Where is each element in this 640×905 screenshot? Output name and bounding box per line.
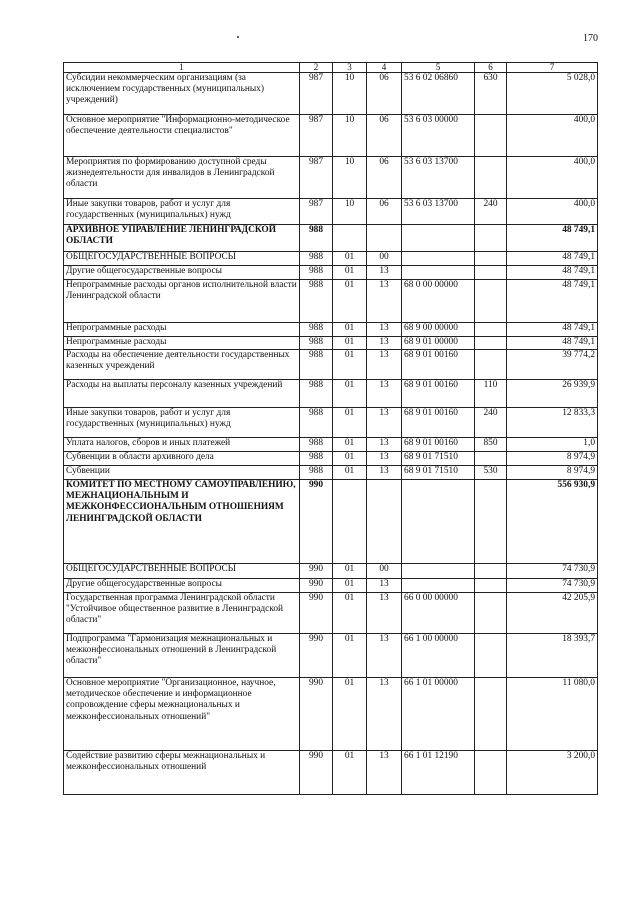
ministry-code-cell: 990 bbox=[300, 564, 333, 579]
section-code-cell: 01 bbox=[333, 579, 367, 593]
expense-name-cell: АРХИВНОЕ УПРАВЛЕНИЕ ЛЕНИНГРАДСКОЙ ОБЛАСТИ bbox=[64, 225, 300, 252]
target-article-code-cell: 53 6 03 13700 bbox=[402, 199, 475, 225]
expense-name-cell: Уплата налогов, сборов и иных платежей bbox=[64, 438, 300, 452]
ministry-code-cell: 988 bbox=[300, 266, 333, 280]
target-article-code-cell: 66 1 00 00000 bbox=[402, 634, 475, 678]
table-row bbox=[64, 634, 598, 678]
target-article-code-cell: 68 0 00 00000 bbox=[402, 280, 475, 323]
subsection-code-cell: 13 bbox=[367, 634, 402, 678]
table-row bbox=[64, 252, 598, 266]
section-code-cell: 01 bbox=[333, 337, 367, 350]
section-code-cell: 10 bbox=[333, 73, 367, 115]
section-code-cell: 01 bbox=[333, 252, 367, 266]
subsection-code-cell: 13 bbox=[367, 579, 402, 593]
target-article-code-cell bbox=[402, 564, 475, 579]
subsection-code-cell: 13 bbox=[367, 678, 402, 751]
table-row bbox=[64, 480, 598, 564]
target-article-code-cell: 53 6 02 06860 bbox=[402, 73, 475, 115]
ministry-code-cell: 988 bbox=[300, 280, 333, 323]
subsection-code-cell: 13 bbox=[367, 380, 402, 408]
expense-name-cell: Иные закупки товаров, работ и услуг для государственных (муниципальных) нужд bbox=[64, 408, 300, 438]
amount-cell: 48 749,1 bbox=[507, 225, 598, 252]
amount-cell: 26 939,9 bbox=[507, 380, 598, 408]
expense-type-code-cell: 630 bbox=[475, 73, 507, 115]
ministry-code-cell: 990 bbox=[300, 593, 333, 634]
target-article-code-cell: 66 0 00 00000 bbox=[402, 593, 475, 634]
table-row bbox=[64, 73, 598, 115]
ministry-code-cell: 988 bbox=[300, 466, 333, 480]
expense-name-cell: Мероприятия по формированию доступной среды жизнедеятельности для инвалидов в Ленинградской области bbox=[64, 157, 300, 199]
amount-cell: 42 205,9 bbox=[507, 593, 598, 634]
target-article-code-cell: 68 9 00 00000 bbox=[402, 323, 475, 337]
table-row bbox=[64, 380, 598, 408]
subsection-code-cell: 06 bbox=[367, 157, 402, 199]
expense-name-cell: Расходы на выплаты персоналу казенных учреждений bbox=[64, 380, 300, 408]
table-row bbox=[64, 579, 598, 593]
target-article-code-cell bbox=[402, 579, 475, 593]
expense-type-code-cell bbox=[475, 452, 507, 466]
target-article-code-cell: 68 9 01 00160 bbox=[402, 438, 475, 452]
table-row bbox=[64, 337, 598, 350]
ministry-code-cell: 987 bbox=[300, 73, 333, 115]
column-header: 2 bbox=[300, 63, 333, 73]
ministry-code-cell: 990 bbox=[300, 751, 333, 795]
amount-cell: 48 749,1 bbox=[507, 266, 598, 280]
subsection-code-cell: 06 bbox=[367, 199, 402, 225]
subsection-code-cell bbox=[367, 480, 402, 564]
target-article-code-cell: 68 9 01 00160 bbox=[402, 350, 475, 380]
expense-name-cell: ОБЩЕГОСУДАРСТВЕННЫЕ ВОПРОСЫ bbox=[64, 564, 300, 579]
amount-cell: 48 749,1 bbox=[507, 323, 598, 337]
ministry-code-cell: 988 bbox=[300, 350, 333, 380]
target-article-code-cell bbox=[402, 266, 475, 280]
section-code-cell: 10 bbox=[333, 157, 367, 199]
target-article-code-cell: 68 9 01 71510 bbox=[402, 466, 475, 480]
ministry-code-cell: 987 bbox=[300, 157, 333, 199]
ministry-code-cell: 990 bbox=[300, 634, 333, 678]
expense-type-code-cell: 240 bbox=[475, 408, 507, 438]
ministry-code-cell: 987 bbox=[300, 115, 333, 157]
section-code-cell: 01 bbox=[333, 564, 367, 579]
expense-type-code-cell bbox=[475, 350, 507, 380]
section-code-cell bbox=[333, 480, 367, 564]
ministry-code-cell: 987 bbox=[300, 199, 333, 225]
target-article-code-cell: 68 9 01 71510 bbox=[402, 452, 475, 466]
column-number-row bbox=[64, 63, 598, 73]
amount-cell: 8 974,9 bbox=[507, 452, 598, 466]
expense-type-code-cell bbox=[475, 280, 507, 323]
table-row bbox=[64, 115, 598, 157]
target-article-code-cell: 68 9 01 00160 bbox=[402, 380, 475, 408]
table-body bbox=[64, 73, 598, 795]
amount-cell: 39 774,2 bbox=[507, 350, 598, 380]
subsection-code-cell: 13 bbox=[367, 266, 402, 280]
expense-name-cell: Непрограммные расходы органов исполнительной власти Ленинградской области bbox=[64, 280, 300, 323]
target-article-code-cell bbox=[402, 252, 475, 266]
expense-name-cell: Основное мероприятие "Информационно-методическое обеспечение деятельности специалистов" bbox=[64, 115, 300, 157]
expense-name-cell: Иные закупки товаров, работ и услуг для государственных (муниципальных) нужд bbox=[64, 199, 300, 225]
amount-cell: 3 200,0 bbox=[507, 751, 598, 795]
section-code-cell: 01 bbox=[333, 408, 367, 438]
ministry-code-cell: 988 bbox=[300, 323, 333, 337]
expense-type-code-cell bbox=[475, 564, 507, 579]
target-article-code-cell: 66 1 01 12190 bbox=[402, 751, 475, 795]
subsection-code-cell: 13 bbox=[367, 337, 402, 350]
amount-cell: 48 749,1 bbox=[507, 280, 598, 323]
expense-name-cell: КОМИТЕТ ПО МЕСТНОМУ САМОУПРАВЛЕНИЮ, МЕЖНАЦИОНАЛЬНЫМ И МЕЖКОНФЕССИОНАЛЬНЫМ ОТНОШЕНИЯМ ЛЕНИНГРАДСКОЙ ОБЛАСТИ bbox=[64, 480, 300, 564]
amount-cell: 11 080,0 bbox=[507, 678, 598, 751]
expense-name-cell: Непрограммные расходы bbox=[64, 323, 300, 337]
target-article-code-cell bbox=[402, 480, 475, 564]
column-header: 1 bbox=[64, 63, 300, 73]
subsection-code-cell: 06 bbox=[367, 73, 402, 115]
expense-type-code-cell bbox=[475, 225, 507, 252]
subsection-code-cell: 13 bbox=[367, 593, 402, 634]
amount-cell: 1,0 bbox=[507, 438, 598, 452]
expense-type-code-cell bbox=[475, 337, 507, 350]
ministry-code-cell: 988 bbox=[300, 337, 333, 350]
expense-type-code-cell: 110 bbox=[475, 380, 507, 408]
column-header: 5 bbox=[402, 63, 475, 73]
section-code-cell: 01 bbox=[333, 438, 367, 452]
subsection-code-cell: 13 bbox=[367, 280, 402, 323]
amount-cell: 74 730,9 bbox=[507, 579, 598, 593]
subsection-code-cell: 06 bbox=[367, 115, 402, 157]
expense-type-code-cell: 850 bbox=[475, 438, 507, 452]
amount-cell: 400,0 bbox=[507, 157, 598, 199]
expense-name-cell: Подпрограмма "Гармонизация межнациональных и межконфессиональных отношений в Ленинградской области" bbox=[64, 634, 300, 678]
expense-type-code-cell bbox=[475, 157, 507, 199]
table-row bbox=[64, 157, 598, 199]
section-code-cell: 01 bbox=[333, 323, 367, 337]
column-header: 6 bbox=[475, 63, 507, 73]
section-code-cell: 01 bbox=[333, 452, 367, 466]
expense-type-code-cell bbox=[475, 593, 507, 634]
section-code-cell: 01 bbox=[333, 634, 367, 678]
table-row bbox=[64, 323, 598, 337]
target-article-code-cell: 53 6 03 00000 bbox=[402, 115, 475, 157]
target-article-code-cell: 66 1 01 00000 bbox=[402, 678, 475, 751]
ministry-code-cell: 990 bbox=[300, 480, 333, 564]
amount-cell: 8 974,9 bbox=[507, 466, 598, 480]
subsection-code-cell: 13 bbox=[367, 452, 402, 466]
amount-cell: 74 730,9 bbox=[507, 564, 598, 579]
section-code-cell: 10 bbox=[333, 115, 367, 157]
ministry-code-cell: 988 bbox=[300, 252, 333, 266]
section-code-cell bbox=[333, 225, 367, 252]
expense-type-code-cell bbox=[475, 323, 507, 337]
expense-name-cell: Основное мероприятие "Организационное, научное, методическое обеспечение и информационное сопровождение сферы межнациональных и межконфессиональных отношений" bbox=[64, 678, 300, 751]
amount-cell: 5 028,0 bbox=[507, 73, 598, 115]
column-header: 3 bbox=[333, 63, 367, 73]
amount-cell: 48 749,1 bbox=[507, 337, 598, 350]
expense-name-cell: Субвенции в области архивного дела bbox=[64, 452, 300, 466]
section-code-cell: 01 bbox=[333, 678, 367, 751]
expense-name-cell: Содействие развитию сферы межнациональных и межконфессиональных отношений bbox=[64, 751, 300, 795]
table-row bbox=[64, 678, 598, 751]
table-row bbox=[64, 466, 598, 480]
section-code-cell: 01 bbox=[333, 380, 367, 408]
expense-name-cell: Субсидии некоммерческим организациям (за исключением государственных (муниципальных) учреждений) bbox=[64, 73, 300, 115]
table-row bbox=[64, 225, 598, 252]
section-code-cell: 01 bbox=[333, 593, 367, 634]
amount-cell: 18 393,7 bbox=[507, 634, 598, 678]
table-row bbox=[64, 408, 598, 438]
target-article-code-cell: 53 6 03 13700 bbox=[402, 157, 475, 199]
expense-name-cell: Другие общегосударственные вопросы bbox=[64, 579, 300, 593]
section-code-cell: 01 bbox=[333, 751, 367, 795]
subsection-code-cell: 00 bbox=[367, 252, 402, 266]
section-code-cell: 01 bbox=[333, 466, 367, 480]
expense-name-cell: Расходы на обеспечение деятельности государственных казенных учреждений bbox=[64, 350, 300, 380]
ministry-code-cell: 988 bbox=[300, 225, 333, 252]
table-row bbox=[64, 593, 598, 634]
ministry-code-cell: 988 bbox=[300, 408, 333, 438]
expense-type-code-cell bbox=[475, 634, 507, 678]
subsection-code-cell: 00 bbox=[367, 564, 402, 579]
table-row bbox=[64, 438, 598, 452]
amount-cell: 48 749,1 bbox=[507, 252, 598, 266]
section-code-cell: 10 bbox=[333, 199, 367, 225]
target-article-code-cell: 68 9 01 00000 bbox=[402, 337, 475, 350]
subsection-code-cell: 13 bbox=[367, 408, 402, 438]
expense-name-cell: ОБЩЕГОСУДАРСТВЕННЫЕ ВОПРОСЫ bbox=[64, 252, 300, 266]
expense-name-cell: Государственная программа Ленинградской области "Устойчивое общественное развитие в Ленинградской области" bbox=[64, 593, 300, 634]
table-row bbox=[64, 199, 598, 225]
ministry-code-cell: 990 bbox=[300, 678, 333, 751]
amount-cell: 556 930,9 bbox=[507, 480, 598, 564]
table-row bbox=[64, 564, 598, 579]
budget-table bbox=[63, 62, 598, 795]
expense-name-cell: Другие общегосударственные вопросы bbox=[64, 266, 300, 280]
expense-type-code-cell: 240 bbox=[475, 199, 507, 225]
expense-type-code-cell bbox=[475, 266, 507, 280]
column-header: 7 bbox=[507, 63, 598, 73]
table-row bbox=[64, 452, 598, 466]
expense-type-code-cell: 530 bbox=[475, 466, 507, 480]
ministry-code-cell: 988 bbox=[300, 380, 333, 408]
page-number: 170 bbox=[583, 33, 598, 44]
ministry-code-cell: 988 bbox=[300, 452, 333, 466]
table-row bbox=[64, 280, 598, 323]
amount-cell: 12 833,3 bbox=[507, 408, 598, 438]
section-code-cell: 01 bbox=[333, 350, 367, 380]
column-header: 4 bbox=[367, 63, 402, 73]
table-row bbox=[64, 751, 598, 795]
table-row bbox=[64, 266, 598, 280]
expense-name-cell: Субвенции bbox=[64, 466, 300, 480]
subsection-code-cell: 13 bbox=[367, 350, 402, 380]
ministry-code-cell: 988 bbox=[300, 438, 333, 452]
section-code-cell: 01 bbox=[333, 266, 367, 280]
expense-type-code-cell bbox=[475, 252, 507, 266]
amount-cell: 400,0 bbox=[507, 199, 598, 225]
expense-type-code-cell bbox=[475, 751, 507, 795]
expense-type-code-cell bbox=[475, 115, 507, 157]
expense-name-cell: Непрограммные расходы bbox=[64, 337, 300, 350]
subsection-code-cell bbox=[367, 225, 402, 252]
table-row bbox=[64, 350, 598, 380]
target-article-code-cell: 68 9 01 00160 bbox=[402, 408, 475, 438]
section-code-cell: 01 bbox=[333, 280, 367, 323]
ministry-code-cell: 990 bbox=[300, 579, 333, 593]
subsection-code-cell: 13 bbox=[367, 466, 402, 480]
scan-speck bbox=[237, 36, 239, 38]
subsection-code-cell: 13 bbox=[367, 751, 402, 795]
expense-type-code-cell bbox=[475, 480, 507, 564]
subsection-code-cell: 13 bbox=[367, 323, 402, 337]
target-article-code-cell bbox=[402, 225, 475, 252]
expense-type-code-cell bbox=[475, 678, 507, 751]
subsection-code-cell: 13 bbox=[367, 438, 402, 452]
expense-type-code-cell bbox=[475, 579, 507, 593]
amount-cell: 400,0 bbox=[507, 115, 598, 157]
